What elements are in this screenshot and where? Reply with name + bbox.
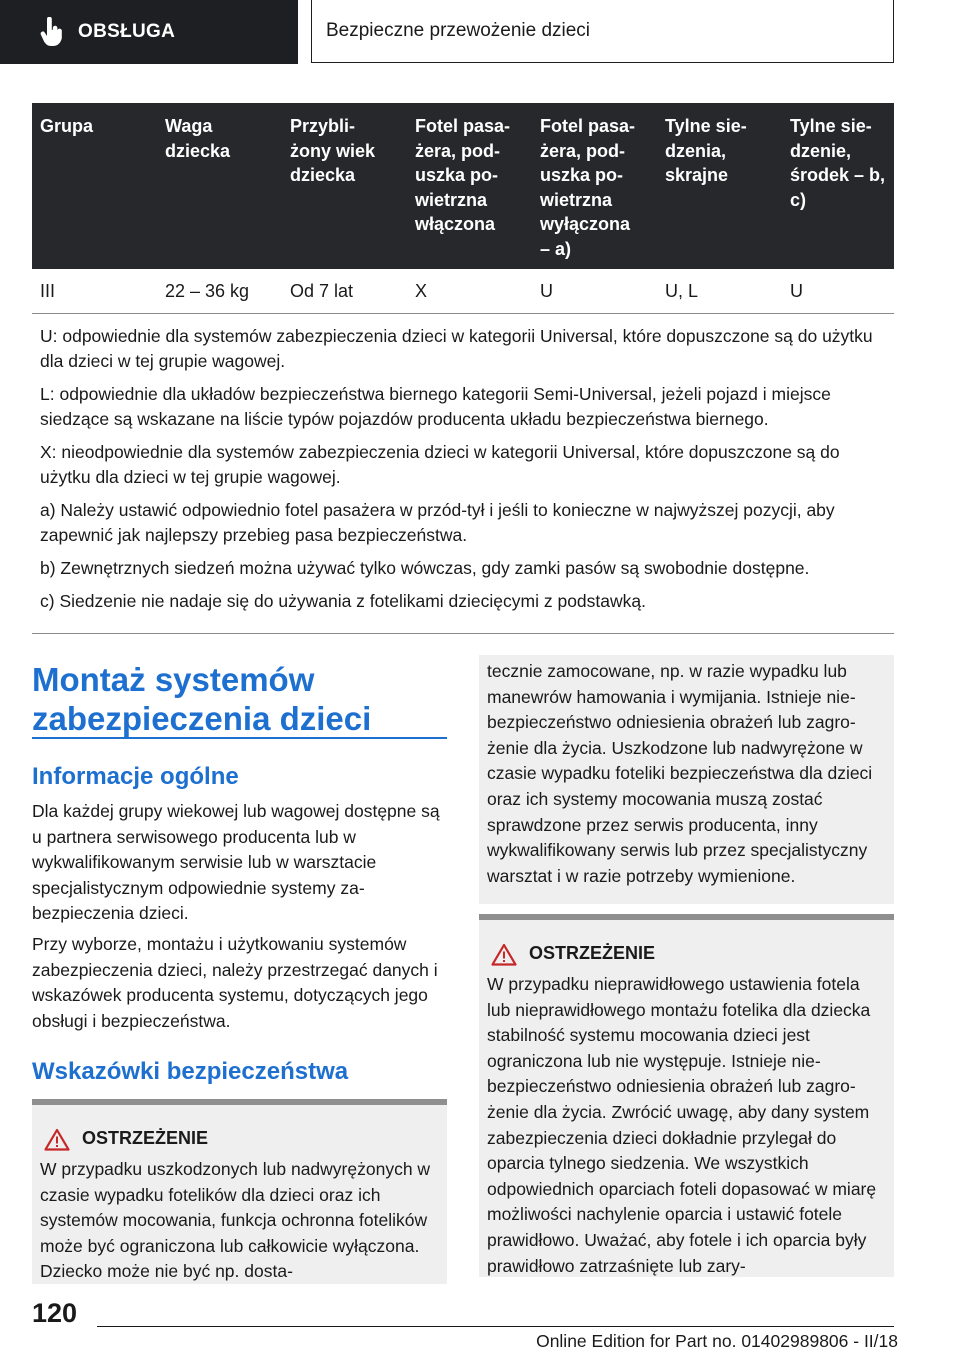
- table-note: a) Należy ustawić odpowiednio fotel pasażera w przód-tył i jeśli to konieczne w najwyższej pozycji, aby zapewnić jak najlepszy przebieg pasa bezpieczeństwa.: [40, 500, 835, 545]
- child-seat-table: [32, 103, 894, 622]
- hand-pointer-icon: [36, 15, 70, 49]
- table-cell: 22 – 36 kg: [165, 280, 250, 301]
- table-note: X: nieodpowiednie dla systemów zabezpieczenia dzieci w kategorii Universal, które dopuszczone są do użytku dla dzieci w tej grupie wagowej.: [40, 442, 840, 487]
- chapter-title: Bezpieczne przewożenie dzieci: [326, 20, 591, 41]
- warning-text-continued: tecznie zamocowane, np. w razie wypadku lub manewrów hamowania i wymijania. Istnieje niebezpieczeństwo odniesienia obrażeń lub zagrożenie dla życia. Uszkodzone lub nadwyrężone w czasie wypadku foteliki bezpieczeństwa dla dzieci oraz ich systemy mocowania muszą zostać sprawdzone przez serwis producenta, inny wykwalifikowany serwis lub przez specjalistyczny warsztat i w razie potrzeby wymienione.: [487, 661, 873, 886]
- table-header-cell: Przybli- żony wiek dziecka: [290, 116, 376, 185]
- table-header-cell: Grupa: [40, 116, 94, 136]
- table-cell: III: [40, 280, 56, 301]
- warning-triangle-icon: [44, 1128, 70, 1151]
- general-info-heading: Informacje ogólne: [32, 763, 239, 790]
- table-cell: U: [540, 280, 553, 301]
- table-header-cell: Waga dziecka: [165, 116, 231, 161]
- table-row: [32, 269, 894, 314]
- table-header-cell: Fotel pasa- żera, pod- uszka po- wietrzna włączona: [415, 116, 511, 234]
- section-heading: Montaż systemów zabezpieczenia dzieci: [32, 661, 372, 737]
- heading-rule: [32, 737, 447, 739]
- table-note: b) Zewnętrznych siedzeń można używać tylko wówczas, gdy zamki pasów są swobodnie dostępne.: [40, 558, 810, 578]
- table-cell: Od 7 lat: [290, 280, 354, 301]
- table-header-cell: Tylne sie- dzenia, skrajne: [665, 116, 747, 185]
- table-header-cell: Tylne sie- dzenie, środek – b, c): [790, 116, 886, 210]
- table-cell: X: [415, 280, 428, 301]
- warning-title-text: OSTRZEŻENIE: [82, 1128, 209, 1149]
- table-note: L: odpowiednie dla układów bezpieczeństwa biernego kategorii Semi-Universal, jeżeli pojazd i miejsce siedzące są wskazane na liście typów pojazdów producenta układu bezpieczeństwa biernego.: [40, 384, 831, 429]
- warning-box: [32, 1105, 447, 1284]
- warning-title: [40, 1125, 439, 1153]
- warning-text: W przypadku nieprawidłowego ustawienia fotela lub nieprawidłowego montażu fotelika dla dziecka stabilność systemu mocowania dzieci jest ograniczona lub nie występuje. Istnieje niebezpieczeństwo odniesienia obrażeń lub zagrożenie dla życia. Zwrócić uwagę, aby dany system zabezpieczenia dzieci dokładnie przylegał do oparcia tylnego siedzenia. We wszystkich odpowiednich oparciach foteli dopasować w miarę możliwości nachylenie oparcia i ustawić fotele prawidłowo. Uważać, aby fotele i ich oparcia były prawidłowo zatrzaśnięte lub zary-: [487, 974, 877, 1276]
- table-divider: [32, 633, 894, 634]
- section-label: OBSŁUGA: [78, 21, 176, 42]
- warning-title: [487, 940, 886, 968]
- table-note: c) Siedzenie nie nadaje się do używania z fotelikami dziecięcymi z podstawką.: [40, 591, 646, 611]
- table-cell: U: [790, 280, 803, 301]
- table-note: U: odpowiednie dla systemów zabezpieczenia dzieci w kategorii Universal, które dopuszczone są do użytku dla dzieci w tej grupie wagowej.: [40, 326, 873, 371]
- page-number: 120: [32, 1298, 78, 1328]
- footer-edition: Online Edition for Part no. 01402989806 - II/18: [536, 1331, 898, 1351]
- page-header-title: [311, 0, 894, 63]
- section-tab: [0, 0, 298, 64]
- warning-box-continued: [479, 655, 894, 904]
- table-header: [32, 103, 894, 269]
- warning-title-text: OSTRZEŻENIE: [529, 943, 656, 964]
- general-paragraph-1: Dla każdej grupy wiekowej lub wagowej dostępne są u partnera serwisowego producenta lub w wykwalifikowanym serwisie lub w warsztacie specjalistycznym odpowiednie systemy zabezpieczenia dzieci.: [32, 801, 440, 924]
- table-cell: U, L: [665, 280, 699, 301]
- safety-heading: Wskazówki bezpieczeństwa: [32, 1058, 349, 1085]
- table-header-cell: Fotel pasa- żera, pod- uszka po- wietrzna wyłączona – a): [540, 116, 636, 259]
- general-paragraph-2: Przy wyborze, montażu i użytkowaniu systemów zabezpieczenia dzieci, należy przestrzegać danych i wskazówek producenta systemu, dotyczących jego obsługi i bezpieczeństwa.: [32, 934, 438, 1031]
- warning-box: [479, 920, 894, 1277]
- footer-rule: [97, 1326, 894, 1327]
- warning-triangle-icon: [491, 943, 517, 966]
- table-notes: [32, 314, 894, 614]
- warning-text: W przypadku uszkodzonych lub nadwyrężonych w czasie wypadku fotelików dla dzieci oraz ich systemów mocowania, funkcja ochronna fotelików może być ograniczona lub całkowicie wyłączona. Dziecko może nie być np. dosta-: [40, 1159, 431, 1282]
